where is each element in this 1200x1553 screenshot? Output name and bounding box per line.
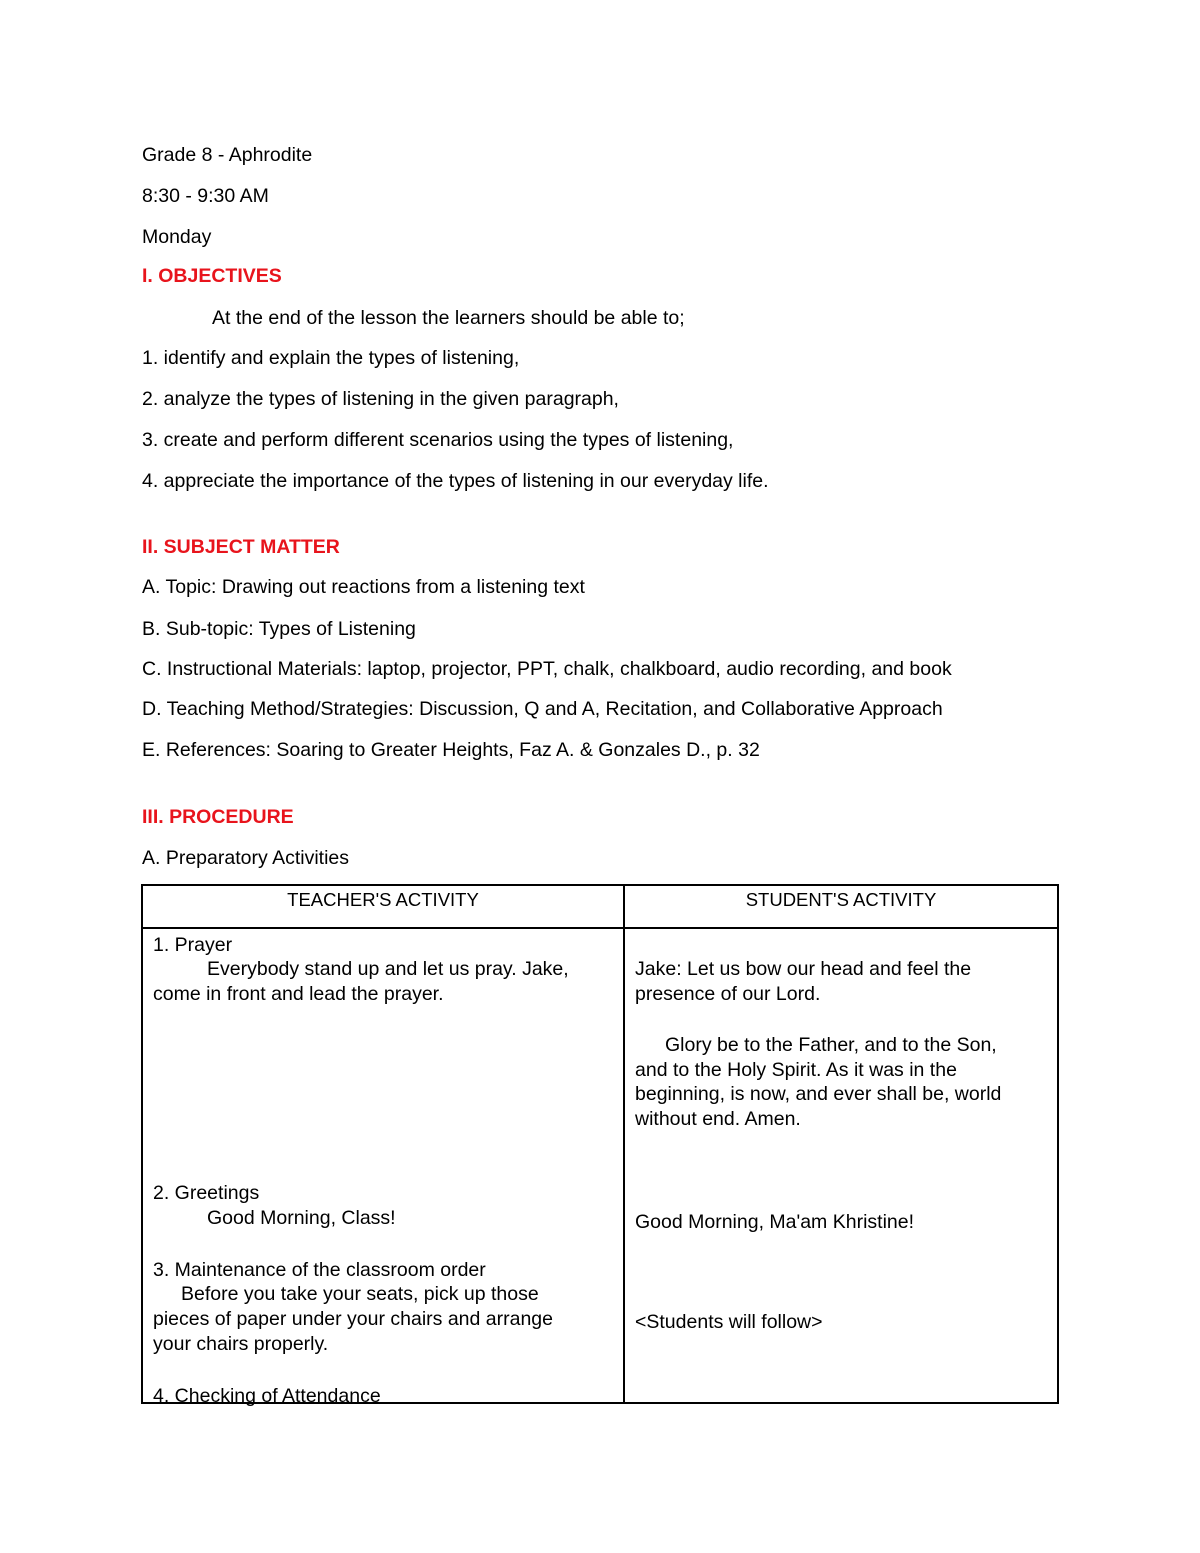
student-activity-cell: [624, 928, 1058, 1403]
class-day: Monday: [142, 226, 212, 248]
activity-table: [141, 884, 1059, 1407]
class-name: Grade 8 - Aphrodite: [142, 144, 313, 166]
class-time: 8:30 - 9:30 AM: [142, 185, 269, 207]
objective-item: 2. analyze the types of listening in the given paragraph,: [142, 388, 619, 410]
maintenance-instruction: pieces of paper under your chairs and arrange: [153, 1308, 553, 1330]
objectives-heading: I. OBJECTIVES: [142, 265, 282, 287]
subject-matter-item: C. Instructional Materials: laptop, projector, PPT, chalk, chalkboard, audio recording, and book: [142, 658, 952, 680]
prayer-instruction: Everybody stand up and let us pray. Jake,: [207, 958, 569, 980]
subject-matter-item: A. Topic: Drawing out reactions from a listening text: [142, 576, 585, 598]
teacher-column-header: TEACHER'S ACTIVITY: [142, 885, 624, 928]
subject-matter-item: E. References: Soaring to Greater Heights, Faz A. & Gonzales D., p. 32: [142, 739, 760, 761]
maintenance-instruction: your chairs properly.: [153, 1333, 329, 1355]
jake-response: Jake: Let us bow our head and feel the: [635, 958, 972, 980]
greetings-title: 2. Greetings: [153, 1182, 260, 1204]
glory-be-prayer: without end. Amen.: [635, 1108, 801, 1130]
prayer-instruction: come in front and lead the prayer.: [153, 983, 444, 1005]
maintenance-title: 3. Maintenance of the classroom order: [153, 1259, 486, 1281]
subject-matter-heading: II. SUBJECT MATTER: [142, 536, 340, 558]
teacher-activity-cell: [142, 928, 624, 1407]
greeting-reply: Good Morning, Ma'am Khristine!: [635, 1211, 915, 1233]
maintenance-instruction: Before you take your seats, pick up those: [181, 1283, 539, 1305]
objective-item: 3. create and perform different scenarios using the types of listening,: [142, 429, 734, 451]
greetings-line: Good Morning, Class!: [207, 1207, 396, 1229]
subject-matter-item: D. Teaching Method/Strategies: Discussion, Q and A, Recitation, and Collaborative Approach: [142, 698, 943, 720]
objective-item: 4. appreciate the importance of the types of listening in our everyday life.: [142, 470, 769, 492]
procedure-subheading: A. Preparatory Activities: [142, 847, 349, 869]
glory-be-prayer: and to the Holy Spirit. As it was in the: [635, 1059, 957, 1081]
objectives-intro: At the end of the lesson the learners should be able to;: [212, 307, 685, 329]
students-follow: <Students will follow>: [635, 1311, 823, 1333]
student-column-header: STUDENT'S ACTIVITY: [624, 885, 1058, 928]
glory-be-prayer: Glory be to the Father, and to the Son,: [665, 1034, 997, 1056]
procedure-heading: III. PROCEDURE: [142, 806, 294, 828]
attendance-title: 4. Checking of Attendance: [153, 1385, 381, 1407]
subject-matter-item: B. Sub-topic: Types of Listening: [142, 618, 416, 640]
glory-be-prayer: beginning, is now, and ever shall be, world: [635, 1083, 1002, 1105]
objective-item: 1. identify and explain the types of listening,: [142, 347, 520, 369]
jake-response: presence of our Lord.: [635, 983, 821, 1005]
prayer-title: 1. Prayer: [153, 934, 233, 956]
